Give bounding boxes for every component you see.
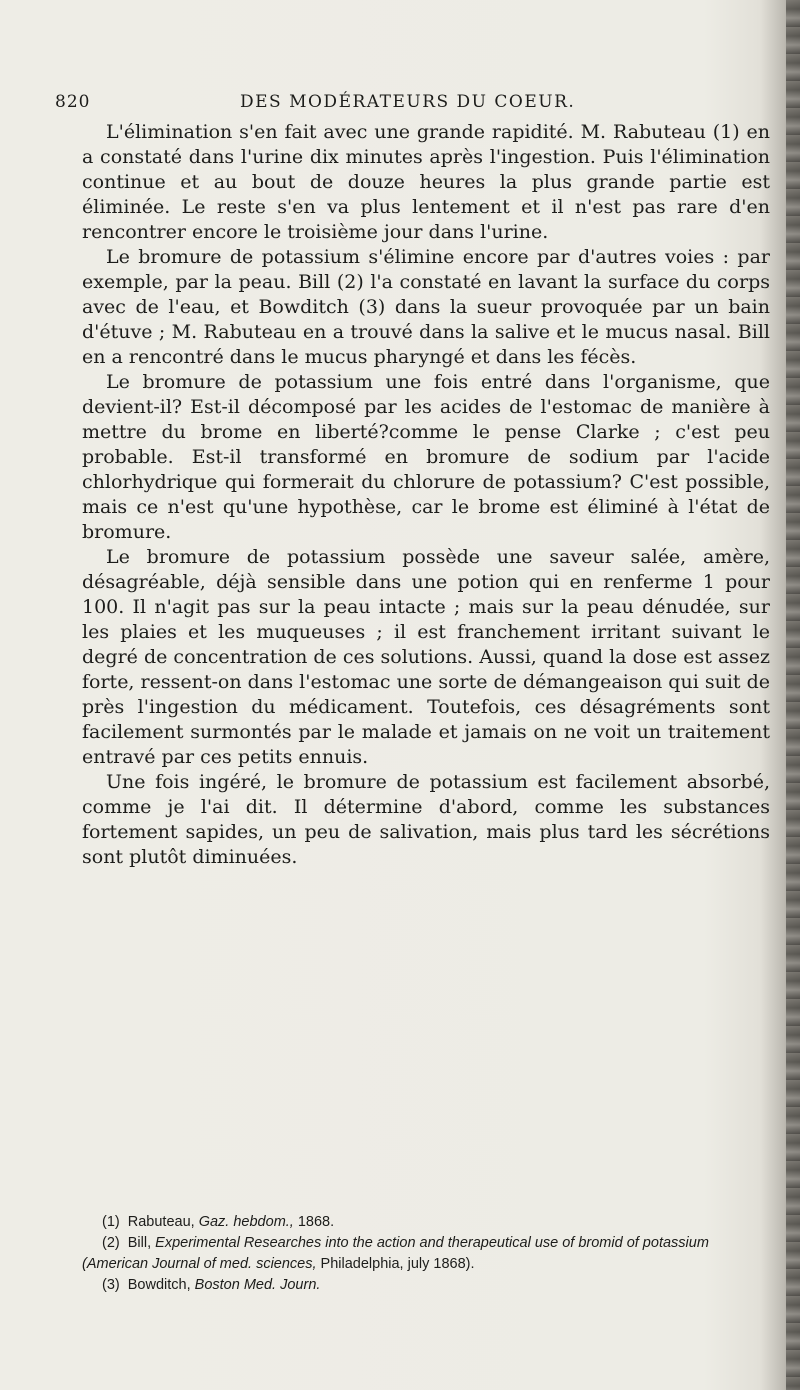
footnote-journal: Boston Med. Journ. xyxy=(194,1277,321,1293)
body-text xyxy=(82,120,770,870)
page-number: 820 xyxy=(55,92,91,112)
page-edge-shadow xyxy=(786,0,800,1390)
footnote-ref: (1) xyxy=(102,1214,120,1230)
footnote-author: Bill, xyxy=(127,1235,152,1251)
footnote-rest: Philadelphia, july 1868). xyxy=(320,1256,475,1272)
footnote-author: Rabuteau, xyxy=(127,1214,195,1230)
footnote-ref: (3) xyxy=(102,1277,120,1293)
footnote xyxy=(82,1275,770,1296)
paragraph: Le bromure de potassium s'élimine encore par d'autres voies : par exemple, par la peau. Bill (2) l'a constaté en lavant la surface du corps avec de l'eau, et Bowditch (3) dans la sueur provoquée par un bain d'étuve ; M. Rabuteau en a trouvé dans la salive et le mucus nasal. Bill en a rencontré dans le mucus pharyngé et dans les fécès. xyxy=(82,246,770,368)
footnotes xyxy=(82,1212,770,1296)
footnote xyxy=(82,1233,770,1275)
page-header xyxy=(55,92,770,114)
paragraph: Une fois ingéré, le bromure de potassium est facilement absorbé, comme je l'ai dit. Il détermine d'abord, comme les substances fortement sapides, un peu de salivation, mais plus tard les sécrétions sont plutôt diminuées. xyxy=(82,771,770,868)
paragraph: Le bromure de potassium possède une saveur salée, amère, désagréable, déjà sensible dans une potion qui en renferme 1 pour 100. Il n'agit pas sur la peau intacte ; mais sur la peau dénudée, sur les plaies et les muqueuses ; il est franchement irritant suivant le degré de concentration de ces solutions. Aussi, quand la dose est assez forte, ressent-on dans l'estomac une sorte de démangeaison qui suit de près l'ingestion du médicament. Toutefois, ces désagréments sont facilement surmontés par le malade et jamais on ne voit un traitement entravé par ces petits ennuis. xyxy=(82,546,770,768)
footnote-ref: (2) xyxy=(102,1235,120,1251)
running-title: DES MODÉRATEURS DU COEUR. xyxy=(240,92,576,112)
footnote xyxy=(82,1212,770,1233)
paragraph: L'élimination s'en fait avec une grande rapidité. M. Rabuteau (1) en a constaté dans l'urine dix minutes après l'ingestion. Puis l'élimination continue et au bout de douze heures la plus grande partie est éliminée. Le reste s'en va plus lentement et il n'est pas rare d'en rencontrer encore le troisième jour dans l'urine. xyxy=(82,121,770,243)
footnote-author: Bowditch, xyxy=(127,1277,191,1293)
paragraph: Le bromure de potassium une fois entré dans l'organisme, que devient-il? Est-il décomposé par les acides de l'estomac de manière à mettre du brome en liberté?comme le pense Clarke ; c'est peu probable. Est-il transformé en bromure de sodium par l'acide chlorhydrique qui formerait du chlorure de potassium? C'est possible, mais ce n'est qu'une hypothèse, car le brome est éliminé à l'état de bromure. xyxy=(82,371,770,543)
footnote-journal: Experimental Researches into the action and therapeutical use of bromid of potassium (American Journal of med. sciences, xyxy=(82,1235,709,1272)
footnote-journal: Gaz. hebdom., xyxy=(198,1214,294,1230)
footnote-rest: 1868. xyxy=(297,1214,335,1230)
